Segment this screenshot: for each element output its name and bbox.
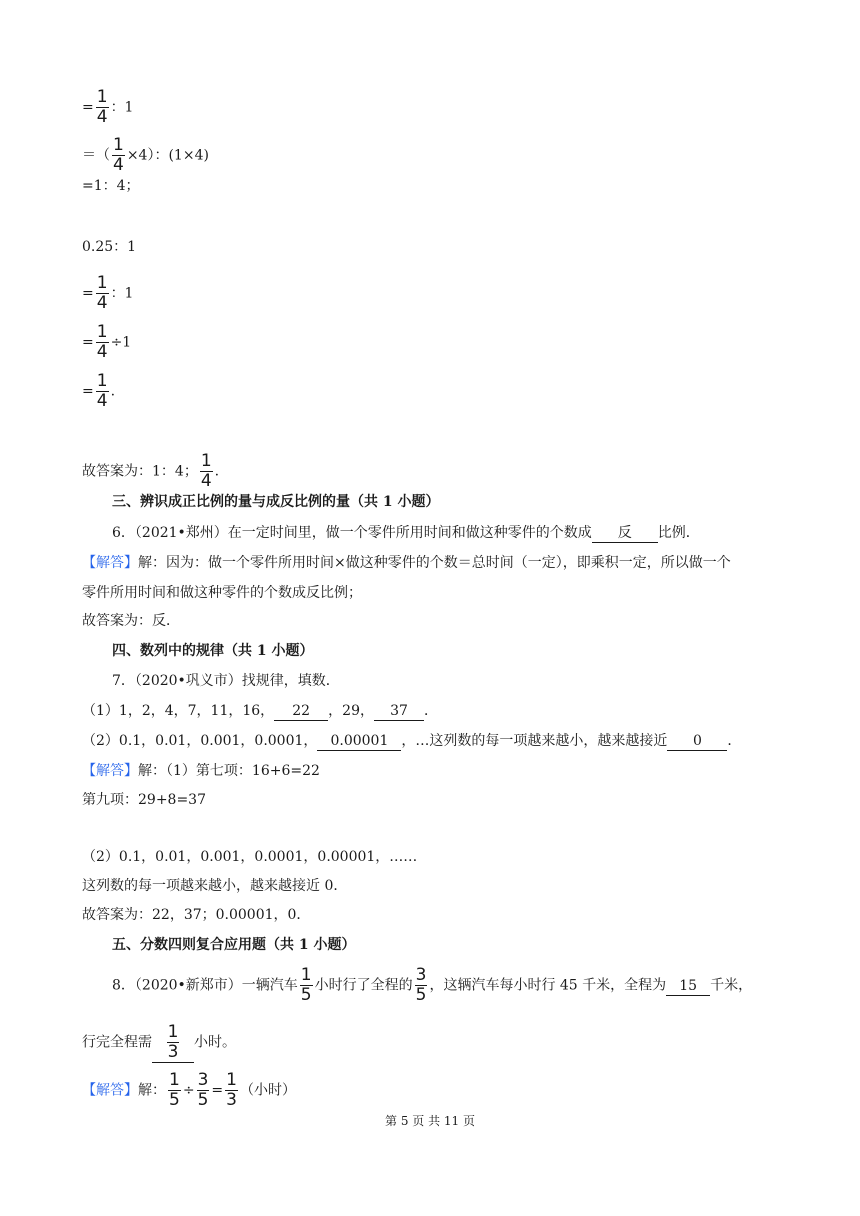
fraction: $\frac{1}{4}$ xyxy=(96,273,108,313)
calc1-line3: =1：4； xyxy=(82,178,140,194)
answer-line: 故答案为：反． xyxy=(82,613,180,629)
solution-tag: 【解答】 xyxy=(82,763,138,779)
answer-blank: 反 xyxy=(592,524,658,543)
question-8-stem: 8．（2020•新郑市）一辆汽车 $\frac{1}{5}$ 小时行了全程的 $\frac{3}{5}$ ，这辆汽车每小时行 45 千米，全程为 15 千米， xyxy=(112,965,753,1005)
question-7-stem: 7．（2020•巩义市）找规律，填数． xyxy=(112,673,340,689)
solution-tag: 【解答】 xyxy=(82,555,138,571)
fraction: $\frac{3}{5}$ xyxy=(197,1070,209,1110)
question-7-part1: （1）1，2，4，7，11，16， 22 ，29， 37 ． xyxy=(82,703,438,719)
answer-blank: 0 xyxy=(667,732,727,751)
question-8-line2: 行完全程需 $\frac{1}{3}$ 小时。 xyxy=(82,1022,236,1062)
fraction: $\frac{3}{5}$ xyxy=(415,965,427,1005)
calc2-line1: 0.25：1 xyxy=(82,239,137,255)
fraction: $\frac{1}{4}$ xyxy=(96,87,108,127)
fraction: $\frac{1}{4}$ xyxy=(96,322,108,362)
question-7-part2: （2）0.1，0.01，0.001，0.0001， 0.00001 ，…这列数的每一项越来越小，越来越接近 0 ． xyxy=(82,733,742,749)
solution-line: 【解答】解：因为：做一个零件所用时间×做这种零件的个数＝总时间（一定），即乘积一定，所以做一个 xyxy=(82,555,731,571)
answer-blank: 22 xyxy=(274,702,328,721)
question-6-stem: 6．（2021•郑州）在一定时间里，做一个零件所用时间和做这种零件的个数成 反 比例． xyxy=(112,525,700,541)
fraction: $\frac{1}{4}$ xyxy=(200,451,212,491)
fraction: $\frac{1}{3}$ xyxy=(226,1070,237,1110)
section-heading: 三、辨识成正比例的量与成反比例的量（共 1 小题） xyxy=(112,494,440,510)
page-footer: 第 5 页 共 11 页 xyxy=(385,1114,475,1128)
solution-line: 第九项：29+8=37 xyxy=(82,792,206,808)
answer-blank: 37 xyxy=(374,702,424,721)
calc2-line3: = $\frac{1}{4}$ ÷1 xyxy=(82,322,132,362)
calc1-line2: ＝（ $\frac{1}{4}$ ×4）：(1×4) xyxy=(82,135,209,175)
solution-line: 这列数的每一项越来越小，越来越接近 0． xyxy=(82,878,348,894)
solution-line: 【解答】解：（1）第七项：16+6=22 xyxy=(82,763,320,779)
fraction: $\frac{1}{3}$ xyxy=(167,1022,179,1062)
fraction: $\frac{1}{5}$ xyxy=(300,965,312,1005)
calc2-line4: = $\frac{1}{4}$ . xyxy=(82,371,116,411)
solution-line: 零件所用时间和做这种零件的个数成反比例； xyxy=(82,585,362,601)
answer-line: 故答案为：22，37；0.00001，0． xyxy=(82,907,311,923)
solution-line: （2）0.1，0.01，0.001，0.0001，0.00001，…… xyxy=(82,849,418,865)
answer-blank: 0.00001 xyxy=(317,732,401,751)
fraction: $\frac{1}{5}$ xyxy=(169,1070,180,1110)
calc2-line2: = $\frac{1}{4}$ ：1 xyxy=(82,273,134,313)
section-heading: 四、数列中的规律（共 1 小题） xyxy=(112,643,314,659)
fraction: $\frac{1}{4}$ xyxy=(96,371,108,411)
answer-blank: 15 xyxy=(666,977,710,996)
answer-line: 故答案为：1：4； $\frac{1}{4}$ . xyxy=(82,451,220,491)
calc1-line1: = $\frac{1}{4}$ ：1 xyxy=(82,87,134,127)
solution-line: 【解答】解： $\frac{1}{5}$ ÷ $\frac{3}{5}$ = $\frac{1}{3}$ （小时） xyxy=(82,1070,296,1110)
answer-blank xyxy=(152,1023,194,1063)
solution-tag: 【解答】 xyxy=(82,1082,138,1099)
section-heading: 五、分数四则复合应用题（共 1 小题） xyxy=(112,937,356,953)
fraction: $\frac{1}{4}$ xyxy=(113,135,124,175)
